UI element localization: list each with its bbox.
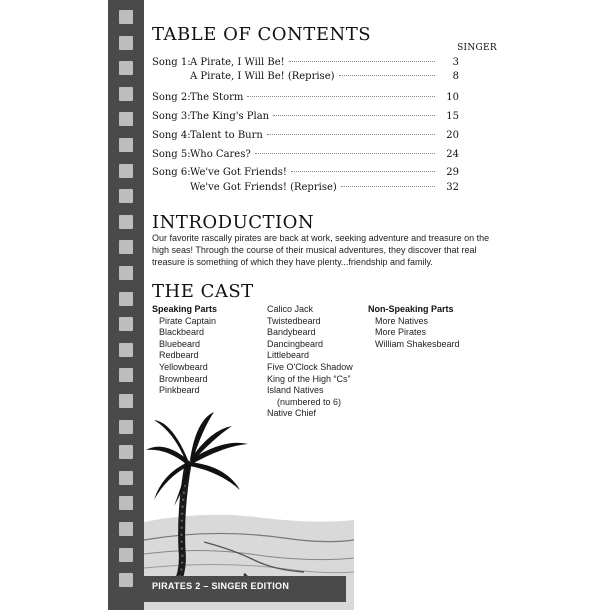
- toc-page-number: 29: [446, 167, 459, 178]
- cast-member: Native Chief: [267, 408, 317, 419]
- filmstrip-hole: [119, 394, 133, 408]
- cast-member: Calico Jack: [267, 304, 314, 314]
- cast-member: Dancingbeard: [267, 338, 324, 349]
- toc-leader-dots: [289, 61, 435, 62]
- cast-member: More Pirates: [375, 327, 427, 338]
- toc-page-number: 20: [446, 130, 459, 141]
- filmstrip-hole: [119, 471, 133, 485]
- filmstrip-hole: [119, 368, 133, 382]
- cast-title: THE CAST: [152, 281, 254, 302]
- toc-title: TABLE OF CONTENTS: [152, 24, 372, 45]
- nonspeaking-parts-heading: Non-Speaking Parts: [368, 304, 454, 314]
- cast-member: More Natives: [375, 315, 429, 326]
- cast-member: Redbeard: [159, 350, 199, 361]
- filmstrip-hole: [119, 522, 133, 536]
- toc-song-number: Song 3:: [152, 111, 191, 122]
- filmstrip-hole: [119, 87, 133, 101]
- toc-song-number: Song 4:: [152, 130, 191, 141]
- toc-row: [152, 57, 459, 71]
- cast-member: Pirate Captain: [159, 315, 217, 326]
- cast-member: Brownbeard: [159, 373, 208, 384]
- filmstrip-hole: [119, 343, 133, 357]
- cast-speaking-column-1: [152, 304, 217, 397]
- speaking-parts-heading: Speaking Parts: [152, 304, 218, 314]
- filmstrip-hole: [119, 61, 133, 75]
- toc-leader-dots: [255, 153, 435, 154]
- filmstrip-hole: [119, 164, 133, 178]
- cast-member: Island Natives: [267, 385, 324, 396]
- toc-leader-dots: [273, 115, 435, 116]
- introduction-text: Our favorite rascally pirates are back at work, seeking adventure and treasure on the high seas! Through the course of their musical adventures, they discover that real treasure is something of which they have plenty...friendship and family.: [152, 233, 490, 267]
- filmstrip-hole: [119, 266, 133, 280]
- toc-leader-dots: [291, 171, 435, 172]
- toc-song-number: Song 5:: [152, 149, 191, 160]
- cast-member: King of the High “Cs”: [267, 373, 351, 384]
- toc-row: [152, 71, 459, 85]
- toc-row: [152, 149, 459, 163]
- cast-member: Littlebeard: [267, 350, 310, 361]
- toc-song-title: The Storm: [190, 92, 244, 103]
- filmstrip-hole: [119, 496, 133, 510]
- introduction-title: INTRODUCTION: [152, 212, 315, 233]
- filmstrip-hole: [119, 10, 133, 24]
- toc-row: [152, 92, 459, 106]
- toc-leader-dots: [341, 186, 435, 187]
- filmstrip-hole: [119, 189, 133, 203]
- filmstrip-hole: [119, 215, 133, 229]
- toc-song-title: We've Got Friends! (Reprise): [190, 182, 337, 193]
- toc-row: [152, 182, 459, 196]
- toc-song-number: Song 6:: [152, 167, 191, 178]
- toc-song-title: A Pirate, I Will Be! (Reprise): [190, 71, 335, 82]
- cast-member: (numbered to 6): [277, 396, 342, 407]
- toc-page-number: 32: [446, 182, 459, 193]
- toc-row: [152, 130, 459, 144]
- toc-row: [152, 111, 459, 125]
- filmstrip-hole: [119, 445, 133, 459]
- cast-member: Bluebeard: [159, 338, 201, 349]
- cast-member: William Shakesbeard: [375, 338, 460, 349]
- cast-member: Pinkbeard: [159, 385, 200, 396]
- cast-member: Blackbeard: [159, 327, 205, 338]
- toc-song-title: A Pirate, I Will Be!: [190, 57, 285, 68]
- toc-song-title: Who Cares?: [190, 149, 251, 160]
- toc-page-number: 24: [446, 149, 459, 160]
- toc-page-number: 15: [446, 111, 459, 122]
- filmstrip-hole: [119, 420, 133, 434]
- toc-page-number: 10: [446, 92, 459, 103]
- toc-page-number: 3: [452, 57, 459, 68]
- filmstrip-hole: [119, 548, 133, 562]
- filmstrip-hole: [119, 292, 133, 306]
- toc-song-number: Song 1:: [152, 57, 191, 68]
- cast-nonspeaking-column: [368, 304, 460, 350]
- cast-member: Twistedbeard: [267, 315, 321, 326]
- toc-song-title: We've Got Friends!: [190, 167, 287, 178]
- toc-song-number: Song 2:: [152, 92, 191, 103]
- toc-page-number: 8: [452, 71, 459, 82]
- toc-leader-dots: [267, 134, 435, 135]
- cast-member: Bandybeard: [267, 327, 316, 338]
- filmstrip-hole: [119, 112, 133, 126]
- filmstrip-hole: [119, 240, 133, 254]
- filmstrip-hole: [119, 36, 133, 50]
- footer-edition-label: PIRATES 2 – SINGER EDITION: [152, 581, 290, 591]
- filmstrip-border: [108, 0, 144, 610]
- toc-leader-dots: [247, 96, 435, 97]
- cast-speaking-column-2: [267, 304, 353, 420]
- filmstrip-hole: [119, 317, 133, 331]
- cast-member: Yellowbeard: [159, 361, 208, 372]
- toc-song-title: The King's Plan: [190, 111, 270, 122]
- filmstrip-hole: [119, 138, 133, 152]
- toc-leader-dots: [339, 75, 435, 76]
- toc-column-label: SINGER: [457, 43, 497, 53]
- cast-member: Five O'Clock Shadow: [267, 361, 353, 372]
- toc-song-title: Talent to Burn: [190, 130, 263, 141]
- filmstrip-hole: [119, 573, 133, 587]
- toc-row: [152, 167, 459, 181]
